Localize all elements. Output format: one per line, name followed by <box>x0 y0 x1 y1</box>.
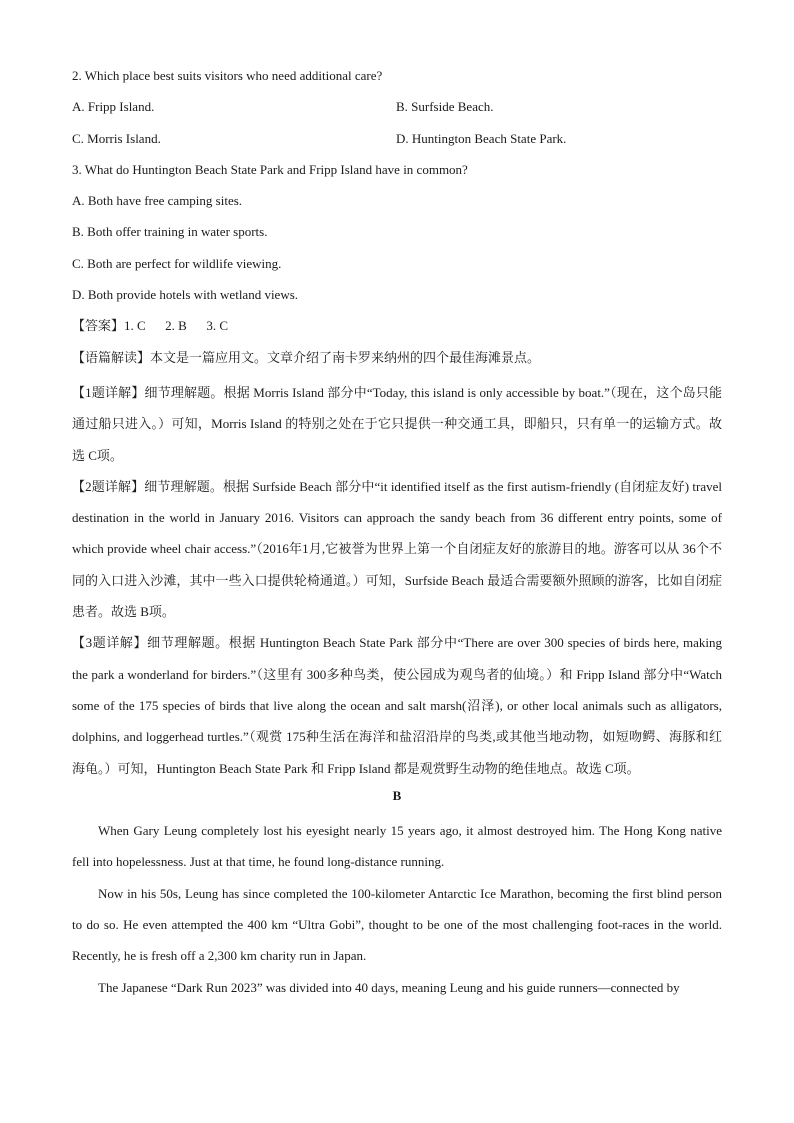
detail-explanation-3: 【3题详解】细节理解题。根据 Huntington Beach State Park 部分中“There are over 300 species of birds here, making the park a wonderland for birders.”（这里有 300多种鸟类，使公园成为观鸟者的仙境。）和 Fripp Island 部分中“Watch some of the 175 species of birds that live along the ocean and salt marsh(沼泽), or other local animals such as alligators, dolphins, and loggerhead turtles.”（观赏 175种生活在海洋和盐沼沿岸的鸟类,或其他当地动物，如短吻鳄、海豚和红海龟。）可知，Huntington Beach State Park 和 Fripp Island 都是观赏野生动物的绝佳地点。故选 C项。 <box>72 635 722 776</box>
question-2-options-row-2 <box>72 127 722 158</box>
passage-b-paragraph-1: When Gary Leung completely lost his eyesight nearly 15 years ago, it almost destroyed him. The Hong Kong native fell into hopelessness. Just at that time, he found long-distance running. <box>72 823 722 870</box>
detail-explanation-1: 【1题详解】细节理解题。根据 Morris Island 部分中“Today, this island is only accessible by boat.”（现在，这个岛只能通过船只进入。）可知，Morris Island 的特别之处在于它只提供一种交通工具，即船只，只有单一的运输方式。故选 C项。 <box>72 384 722 463</box>
question-2-option-c: C. Morris Island. <box>72 130 161 146</box>
question-2-options-row-1 <box>72 95 722 126</box>
question-3-option-b: B. Both offer training in water sports. <box>72 224 268 240</box>
question-2-stem: 2. Which place best suits visitors who need additional care? <box>72 68 383 83</box>
detail-explanation-2: 【2题详解】细节理解题。根据 Surfside Beach 部分中“it identified itself as the first autism-friendly (自闭症友好) travel destination in the world in January 2016. Visitors can approach the sandy beach from 36 different entry points, some of which provide wheel chair access.”（2016年1月,它被誉为世界上第一个自闭症友好的旅游目的地。游客可以从 36个不同的入口进入沙滩，其中一些入口提供轮椅通道。）可知，Surfside Beach 最适合需要额外照顾的游客，比如自闭症患者。故选 B项。 <box>72 478 722 620</box>
question-2-option-d: D. Huntington Beach State Park. <box>396 130 567 146</box>
passage-b-paragraph-2: Now in his 50s, Leung has since completed the 100-kilometer Antarctic Ice Marathon, becoming the first blind person to do so. He even attempted the 400 km “Ultra Gobi”, thought to be one of the most challenging foot-races in the world. Recently, he is fresh off a 2,300 km charity run in Japan. <box>72 885 722 964</box>
question-3-option-d: D. Both provide hotels with wetland views. <box>72 287 299 303</box>
question-2-option-a: A. Fripp Island. <box>72 99 155 115</box>
answer-key: 【答案】1. C 2. B 3. C <box>72 318 229 334</box>
exam-page <box>72 64 722 1003</box>
question-3-option-c: C. Both are perfect for wildlife viewing. <box>72 255 282 271</box>
passage-analysis: 【语篇解读】本文是一篇应用文。文章介绍了南卡罗来纳州的四个最佳海滩景点。 <box>72 349 541 365</box>
passage-b-paragraph-3: The Japanese “Dark Run 2023” was divided into 40 days, meaning Leung and his guide runners—connected by <box>98 979 680 995</box>
question-3-option-a: A. Both have free camping sites. <box>72 193 243 209</box>
question-3-stem: 3. What do Huntington Beach State Park and Fripp Island have in common? <box>72 161 468 177</box>
section-b-title: B <box>392 787 402 803</box>
question-2-option-b: B. Surfside Beach. <box>396 99 494 115</box>
